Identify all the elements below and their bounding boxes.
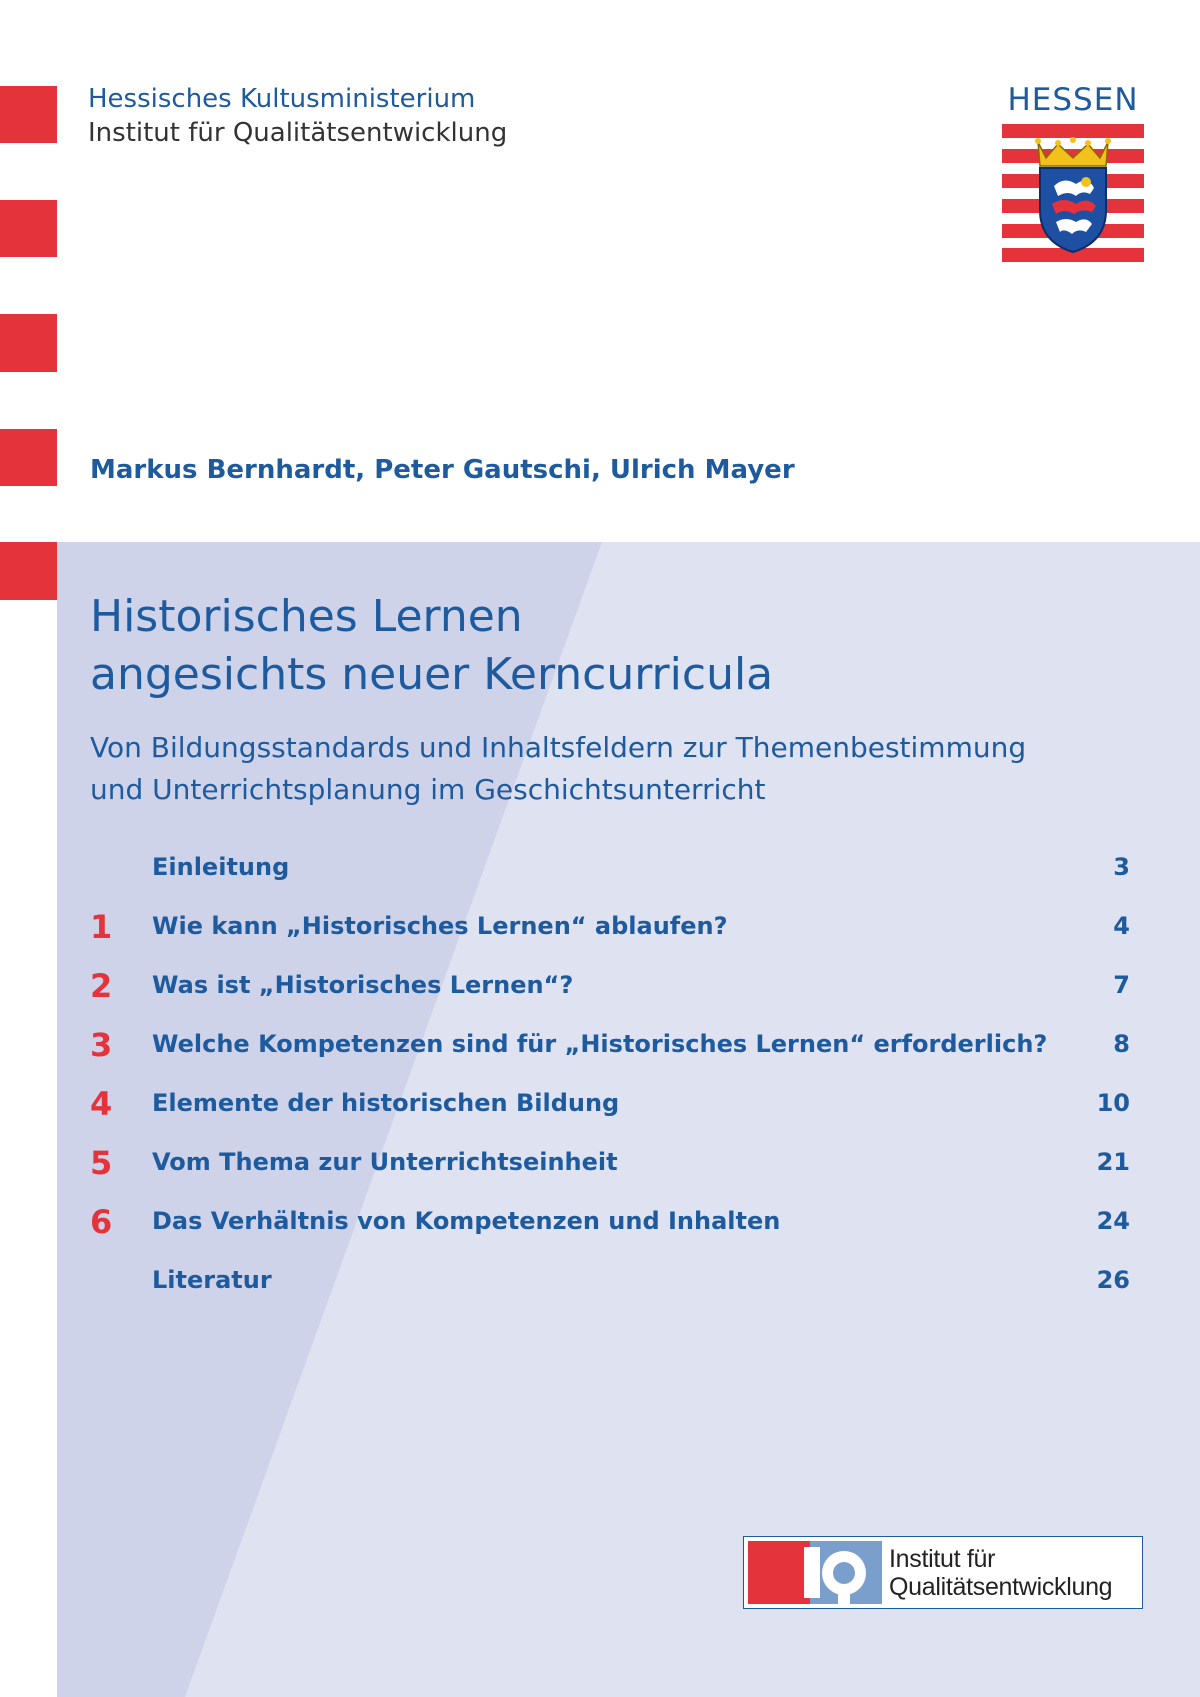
red-tab-3 — [0, 314, 57, 372]
toc-page: 8 — [1113, 1030, 1130, 1058]
toc-label: Was ist „Historisches Lernen“? — [152, 971, 574, 999]
red-tab-4 — [0, 429, 57, 486]
toc-number: 1 — [90, 908, 113, 946]
toc-label: Einleitung — [152, 853, 290, 881]
page-title — [90, 588, 773, 704]
hessen-logo — [1002, 80, 1144, 262]
table-of-contents — [90, 853, 1130, 1325]
toc-label: Das Verhältnis von Kompetenzen und Inhalten — [152, 1207, 781, 1235]
red-tab-1 — [0, 86, 57, 143]
toc-page: 24 — [1096, 1207, 1130, 1235]
authors: Markus Bernhardt, Peter Gautschi, Ulrich Mayer — [90, 455, 795, 485]
subtitle-line-1: Von Bildungsstandards und Inhaltsfeldern zur Themenbestimmung — [90, 731, 1027, 764]
toc-row[interactable] — [90, 1203, 1130, 1266]
red-tab-5 — [0, 542, 57, 600]
toc-row[interactable] — [90, 1144, 1130, 1207]
ministry-header — [88, 82, 507, 150]
toc-label: Wie kann „Historisches Lernen“ ablaufen? — [152, 912, 728, 940]
toc-page: 7 — [1113, 971, 1130, 999]
toc-row[interactable] — [90, 1085, 1130, 1148]
toc-number: 6 — [90, 1203, 113, 1241]
institute-name: Institut für Qualitätsentwicklung — [88, 118, 508, 148]
toc-label: Vom Thema zur Unterrichtseinheit — [152, 1148, 618, 1176]
toc-number: 4 — [90, 1085, 113, 1123]
toc-row[interactable] — [90, 853, 1130, 912]
hessen-wordmark: HESSEN — [1007, 82, 1139, 118]
red-tab-2 — [0, 200, 57, 257]
toc-number: 3 — [90, 1026, 113, 1064]
toc-label: Welche Kompetenzen sind für „Historisches Lernen“ erforderlich? — [152, 1030, 1048, 1058]
toc-number: 5 — [90, 1144, 113, 1182]
iq-logo-text-line-2: Qualitätsentwicklung — [889, 1573, 1113, 1601]
toc-row[interactable] — [90, 967, 1130, 1030]
toc-page: 26 — [1096, 1266, 1130, 1294]
iq-institute-logo — [743, 1536, 1143, 1609]
toc-label: Elemente der historischen Bildung — [152, 1089, 620, 1117]
toc-page: 4 — [1113, 912, 1130, 940]
toc-row[interactable] — [90, 1026, 1130, 1089]
toc-row[interactable] — [90, 1266, 1130, 1325]
toc-row[interactable] — [90, 908, 1130, 971]
toc-label: Literatur — [152, 1266, 272, 1294]
title-line-1: Historisches Lernen — [90, 591, 523, 642]
ministry-name: Hessisches Kultusministerium — [88, 84, 476, 114]
iq-logo-icon — [748, 1541, 882, 1604]
iq-logo-text-line-1: Institut für — [889, 1545, 996, 1573]
toc-page: 21 — [1096, 1148, 1130, 1176]
subtitle-line-2: und Unterrichtsplanung im Geschichtsunterricht — [90, 773, 766, 806]
toc-page: 10 — [1096, 1089, 1130, 1117]
title-line-2: angesichts neuer Kerncurricula — [90, 649, 774, 700]
toc-number: 2 — [90, 967, 113, 1005]
iq-logo-text — [889, 1545, 1112, 1601]
page-subtitle — [90, 727, 1026, 811]
hessen-coat-of-arms-icon — [1002, 124, 1144, 262]
toc-page: 3 — [1113, 853, 1130, 881]
